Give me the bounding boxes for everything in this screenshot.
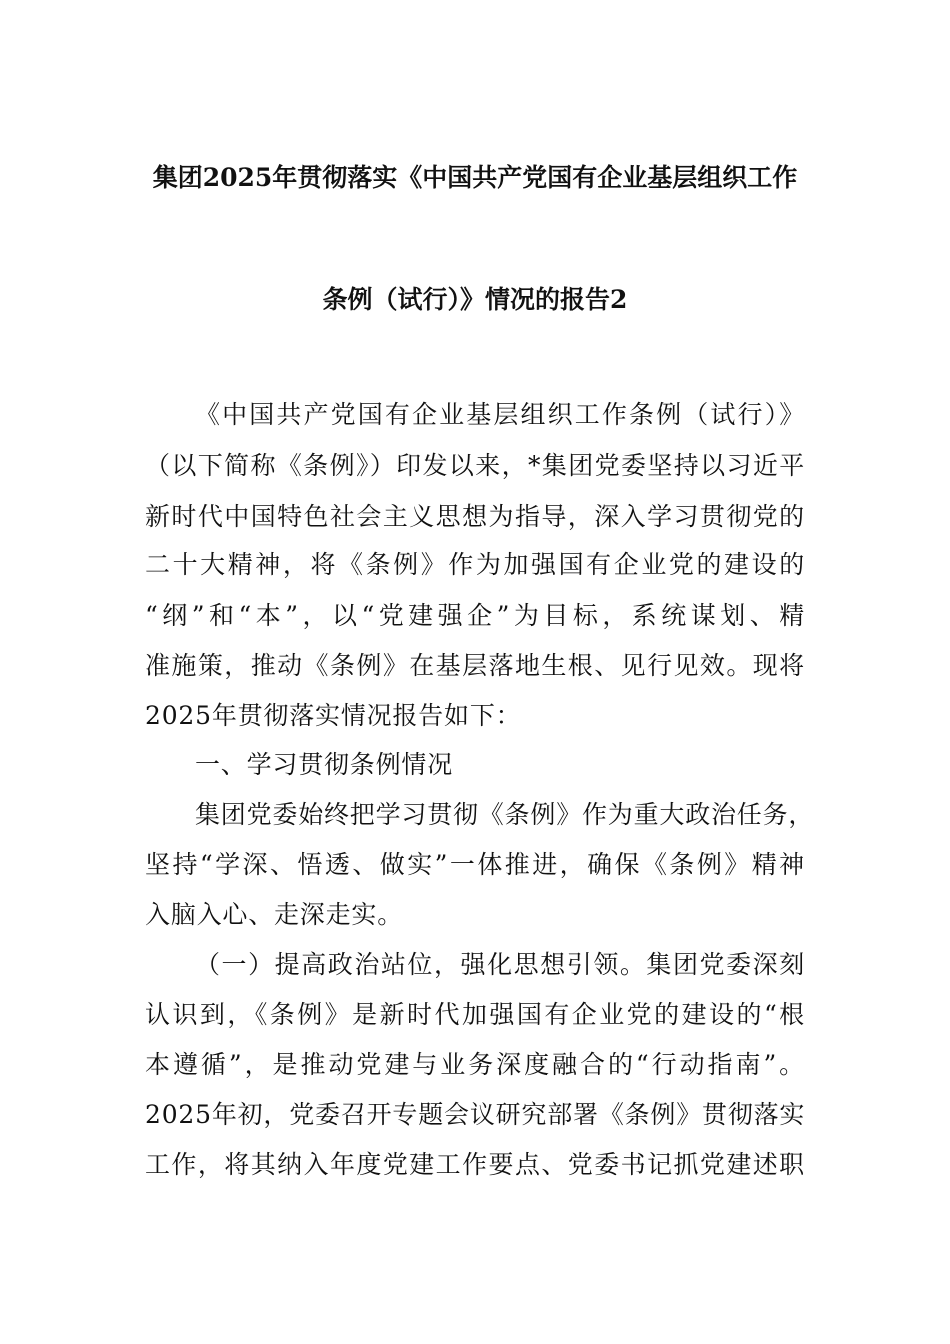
document-title-line-2: 条例（试行）》情况的报告2: [322, 285, 628, 314]
section-heading: 一、学习贯彻条例情况: [195, 750, 454, 779]
paragraph-line: 2025年初，党委召开专题会议研究部署《条例》贯彻落实: [145, 1100, 806, 1129]
document-title-line-1: 集团2025年贯彻落实《中国共产党国有企业基层组织工作: [152, 163, 798, 192]
paragraph-line: 二十大精神，将《条例》作为加强国有企业党的建设的: [145, 550, 805, 579]
paragraph-line: “纲”和“本”，以“党建强企”为目标，系统谋划、精: [145, 601, 805, 630]
paragraph-line: 入脑入心、走深走实。: [145, 900, 404, 929]
paragraph-line: 认识到，《条例》是新时代加强国有企业党的建设的“根: [145, 1000, 805, 1029]
paragraph-line: 坚持“学深、悟透、做实”一体推进，确保《条例》精神: [145, 850, 805, 879]
paragraph-line: 新时代中国特色社会主义思想为指导，深入学习贯彻党的: [145, 502, 805, 531]
paragraph-line: 集团党委始终把学习贯彻《条例》作为重大政治任务，: [195, 800, 815, 829]
paragraph-line: 准施策，推动《条例》在基层落地生根、见行见效。现将: [145, 651, 805, 680]
paragraph-line: （以下简称《条例》）印发以来，*集团党委坚持以习近平: [145, 451, 805, 480]
paragraph-line: （一）提高政治站位，强化思想引领。集团党委深刻: [195, 950, 805, 979]
paragraph-line: 《中国共产党国有企业基层组织工作条例（试行）》: [195, 400, 805, 429]
paragraph-line: 本遵循”，是推动党建与业务深度融合的“行动指南”。: [145, 1050, 805, 1079]
paragraph-line: 工作，将其纳入年度党建工作要点、党委书记抓党建述职: [145, 1150, 805, 1179]
paragraph-line: 2025年贯彻落实情况报告如下：: [145, 701, 522, 730]
